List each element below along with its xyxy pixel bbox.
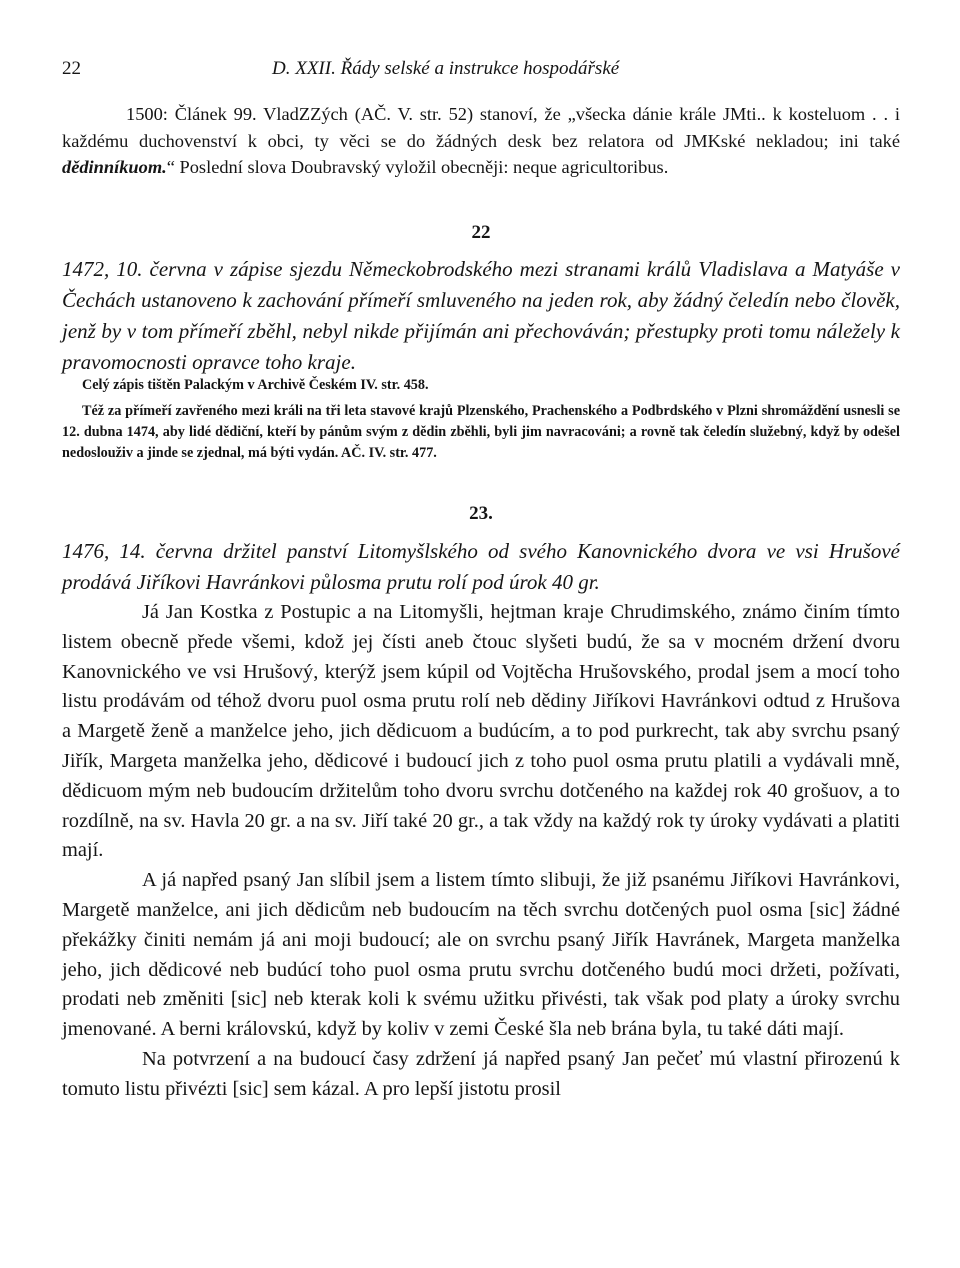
body-paragraph-1: Já Jan Kostka z Postupic a na Litomyšli, hejtman kraje Chrudimského, známo činím tímto listem obecně přede všemi, kdož jej čísti aneb čtouc slyšeti budú, že sa v mocném držení dvoru Kanovnického ve vsi Hrušový, kterýž jsem kúpil od Vojtěcha Hrušovského, prodal jsem a mocí toho listu prodávám od téhož dvoru puol osma prutu rolí neb dědiny Jiříkovi Havránkovi odtud z Hrušova a Margetě ženě a manželce jeho, jich dědicuom a budúcím, a to pod purkrecht, tak aby svrchu psaný Jiřík, Margeta manželka jeho, dědicové i budoucí jich z toho puol osma prutu platili a vydávali mně, dědicuom mým neb budoucím držitelům toho dvoru svrchu dotčeného na každej rok 40 grošuov, a to rozdílně, na sv. Havla 20 gr. a na sv. Jiří také 20 gr., a tak vždy na každý rok ty úroky vydávati a platiti mají. xyxy=(62,601,900,862)
section-22-note-2: Též za přímeří zavřeného mezi králi na tři leta stavové krajů Plzenského, Prachenského a Podbrdského v Plzni shromáždění usnesli se 12. dubna 1474, aby lidé dědiční, kteří by pánům svým z dědin zběhli, byli jim navracováni; a rovně tak čeledín služebný, když by odešel nedoslouživ a jinde se zjednal, má býti vydán. AČ. IV. str. 477. xyxy=(62,403,900,461)
intro-paragraph xyxy=(62,101,900,181)
body-paragraph-3: Na potvrzení a na budoucí časy zdržení já napřed psaný Jan pečeť mú vlastní přirozenú k tomuto listu přivézti [sic] sem kázal. A pro lepší jistotu prosil xyxy=(62,1047,900,1100)
running-title: D. XXII. Řády selské a instrukce hospodářské xyxy=(272,58,620,79)
section-number-22: 22 xyxy=(471,222,491,243)
section-number-23: 23. xyxy=(469,503,493,524)
section-23-heading: 1476, 14. června držitel panství Litomyšlského od svého Kanovnického dvora ve vsi Hrušové prodává Jiříkovi Havránkovi půlosma prutu rolí pod úrok 40 gr. xyxy=(62,539,900,594)
page-header xyxy=(62,58,900,88)
section-22-note-1: Celý zápis tištěn Palackým v Archivě Českém IV. str. 458. xyxy=(82,377,429,393)
body-paragraph-2: A já napřed psaný Jan slíbil jsem a listem tímto slibuji, že již psanému Jiříkovi Havránkovi, Margetě manželce, ani jich dědicům neb budoucím na těch svrchu dotčených puol osma [sic] žádné překážky činiti nemám já ani moji budoucí; ale on svrchu psaný Jiřík Havránek, Margeta manželka jeho, jich dědicové neb budúcí toho puol osma prutu svrchu dotčeného budú moci držeti, požívati, prodati neb změniti [sic] neb kterak koli k svému užitku přivésti, tak však pod platy a úroky svrchu jmenované. A berni královskú, když by koliv v zemi České šla neb brána byla, tu také dáti mají. xyxy=(62,869,900,1041)
section-22-heading: 1472, 10. června v zápise sjezdu Německobrodského mezi stranami králů Vladislava a Matyáše v Čechách ustanoveno k zachování přímeří smluveného na jeden rok, aby žádný čeledín nebo člověk, jenž by v tom přímeří zběhl, nebyl nikde přijímán ani přechováván; přestupky proti tomu náležely k pravomocnosti opravce toho kraje. xyxy=(62,257,900,374)
section-23-body xyxy=(62,598,900,1105)
intro-text-end: “ Poslední slova Doubravský vyložil obecněji: neque agricultoribus. xyxy=(166,157,669,177)
intro-italic-word: dědinníkuom. xyxy=(62,157,167,177)
page-number: 22 xyxy=(62,58,81,79)
intro-text-start: 1500: Článek 99. VladZZých (AČ. V. str. 52) stanoví, že „všecka dánie krále JMti.. k kosteluom . . i každému duchovenství k obci, ty věci se do žádných desk bez relatora od JMKské nekladou; ini také xyxy=(62,104,900,151)
